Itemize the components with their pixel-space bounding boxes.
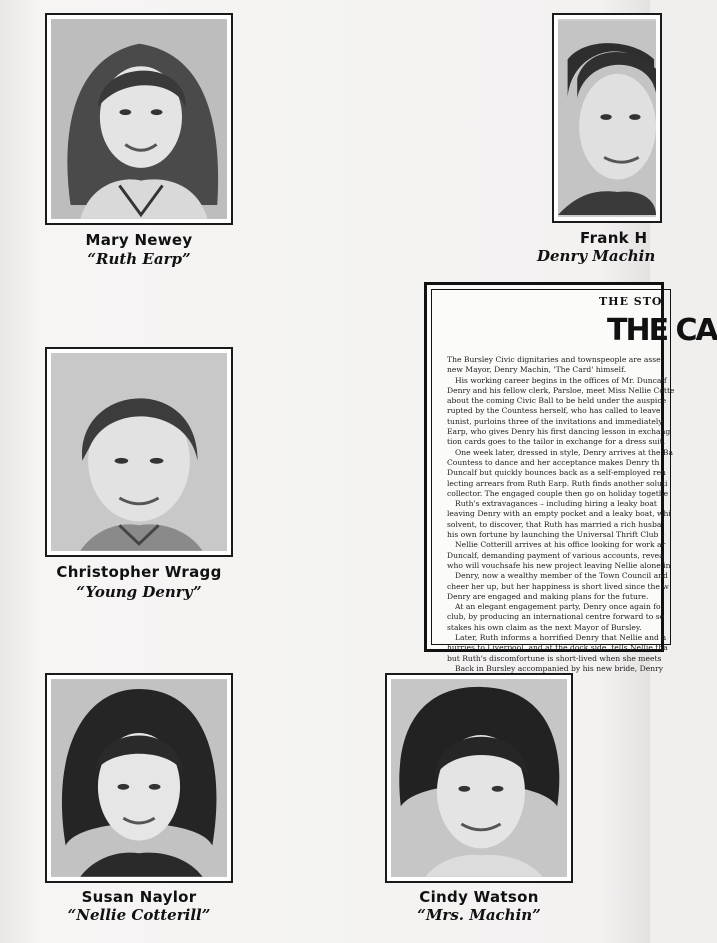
- portrait-photo-image: [51, 679, 227, 877]
- story-line: One week later, dressed in style, Denry arrives at the Ba: [455, 447, 673, 457]
- cast-role: “Ruth Earp”: [87, 250, 191, 268]
- story-panel: [424, 282, 717, 673]
- portrait-photo-image: [51, 19, 227, 219]
- story-line: leaving Denry with an empty pocket and a leaky boat, whi: [447, 509, 671, 519]
- portrait-photo-image: [51, 353, 227, 551]
- story-logo: THE CA: [607, 313, 717, 348]
- portrait-photo-image: [391, 679, 567, 877]
- story-line: solvent, to discover, that Ruth has married a rich husba: [447, 519, 662, 529]
- cast-name: Cindy Watson: [419, 888, 539, 906]
- story-line: cheer her up, but her happiness is short lived since the w: [447, 581, 669, 591]
- cast-role: Denry Machin: [537, 247, 656, 265]
- cast-name: Mary Newey: [85, 231, 193, 249]
- story-line: Countess to dance and her acceptance makes Denry th: [447, 457, 660, 467]
- story-line: lecting arrears from Ruth Earp. Ruth finds another soluti: [447, 478, 668, 488]
- story-line: At an elegant engagement party, Denry once again fo: [455, 602, 661, 612]
- story-line: Earp, who gives Denry his first dancing lesson in exchang: [447, 427, 671, 437]
- story-line: Nellie Cotterill arrives at his office looking for work ar: [455, 540, 666, 550]
- story-line: Duncalf but quickly bounces back as a self-employed ren: [447, 468, 666, 478]
- story-line: Back in Bursley accompanied by his new bride, Denry: [455, 663, 664, 673]
- cast-role: “Young Denry”: [76, 583, 202, 601]
- story-line: tion cards goes to the tailor in exchange for a dress suit.: [447, 437, 666, 447]
- story-line: rupted by the Countess herself, who has called to leave: [447, 406, 661, 416]
- cast-name: Frank H: [580, 229, 648, 247]
- story-line: Denry and his fellow clerk, Parsloe, meet Miss Nellie Cotte: [447, 385, 675, 395]
- cast-name: Susan Naylor: [81, 888, 197, 906]
- story-line: new Mayor, Denry Machin, 'The Card' himself.: [447, 365, 627, 375]
- story-line: club, by producing an international centre forward to se: [447, 612, 665, 622]
- story-body: [447, 355, 707, 674]
- story-line: about the coming Civic Ball to be held under the auspice: [447, 396, 667, 406]
- story-line: His working career begins in the offices of Mr. Duncalf: [455, 375, 667, 385]
- story-line: hurries to Liverpool, and at the dock side, tells Nellie tha: [447, 643, 668, 653]
- portrait-mary-newey: [45, 13, 233, 225]
- story-line: The Bursley Civic dignitaries and townspeople are asse: [447, 355, 661, 364]
- story-line: collector. The engaged couple then go on holiday togethe: [447, 488, 669, 498]
- story-line: Duncalf, demanding payment of various accounts, revea: [447, 550, 664, 560]
- story-heading: THE STO: [599, 295, 663, 308]
- story-line: Ruth's extravagances – including hiring a leaky boat: [455, 499, 657, 509]
- story-line: who will vouchsafe his new project leaving Nellie alone in: [447, 560, 671, 570]
- story-line: Denry are engaged and making plans for the future.: [447, 591, 649, 601]
- story-line: Later, Ruth informs a horrified Denry that Nellie and h: [455, 633, 667, 643]
- story-line: Denry, now a wealthy member of the Town Council and: [455, 571, 668, 581]
- portrait-christopher-wragg: [45, 347, 233, 557]
- story-line: stakes his own claim as the next Mayor of Bursley.: [447, 622, 642, 632]
- portrait-susan-naylor: [45, 673, 233, 883]
- portrait-cindy-watson: [385, 673, 573, 883]
- cast-name: Christopher Wragg: [56, 563, 222, 581]
- portrait-photo-image: [558, 19, 656, 217]
- cast-role: “Mrs. Machin”: [417, 906, 541, 924]
- cast-role: “Nellie Cotterill”: [67, 906, 211, 924]
- story-line: tunist, purloins three of the invitations and immediately: [447, 416, 663, 426]
- portrait-frank: [552, 13, 662, 223]
- story-line: his own fortune by launching the Universal Thrift Club –: [447, 530, 665, 540]
- story-line: but Ruth's discomfortune is short-lived when she meets: [447, 653, 662, 663]
